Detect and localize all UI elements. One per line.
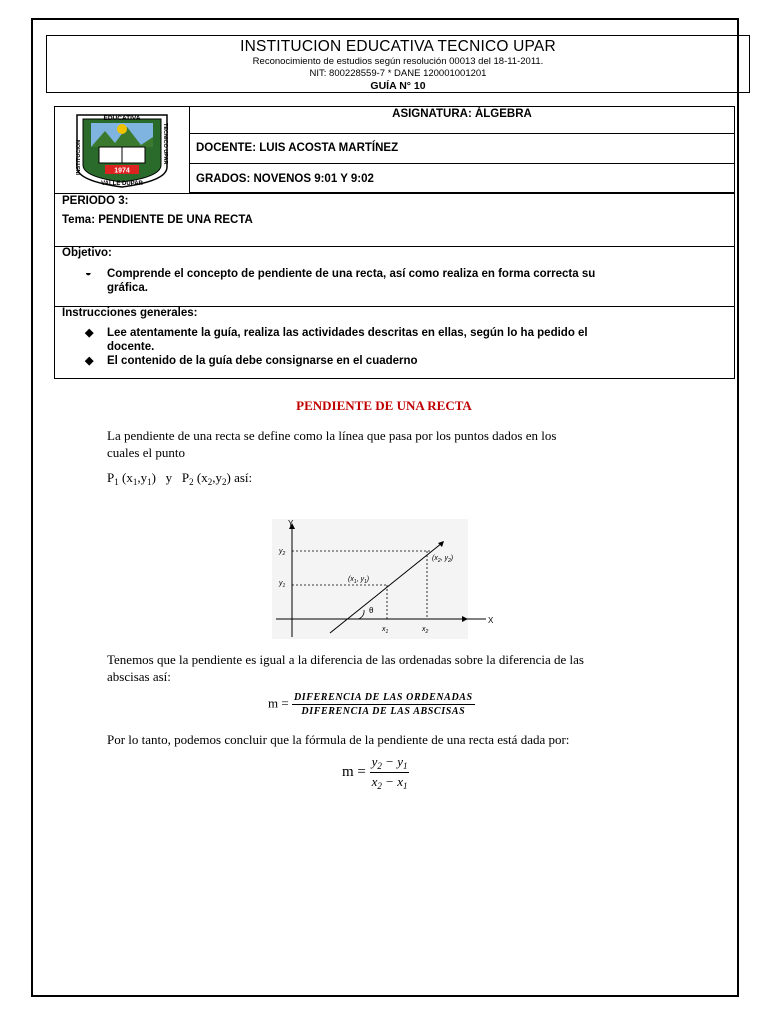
school-logo [55, 107, 189, 193]
formula1-lhs: m = [268, 695, 289, 711]
x1-label: $x_1$ [382, 626, 389, 635]
logo-left-text: INSTITUCION [76, 139, 82, 175]
points-line: $P_1$ $(x_1,y_1)$ y $P_2$ $(x_2,y_2)$ así: [107, 470, 253, 487]
instruction-1-line-2: docente. [107, 341, 155, 353]
teacher-row: DOCENTE: LUIS ACOSTA MARTÍNEZ [189, 134, 735, 164]
info-table [54, 106, 735, 379]
period-topic-row [55, 193, 735, 247]
logo-year: 1974 [114, 167, 130, 175]
y-axis-label: Y [288, 519, 294, 528]
intro-line-1: La pendiente de una recta se define como la línea que pasa por los puntos dados en los [107, 428, 557, 443]
formula2-fraction [370, 754, 410, 791]
guide-number: GUÍA N° 10 [370, 80, 426, 92]
points-text: así: [234, 470, 253, 485]
logo-cell [55, 107, 190, 193]
slope-diagram [272, 519, 494, 639]
logo-right-text: TECNICO UPAR [162, 123, 168, 165]
formula1-denominator: DIFERENCIA DE LAS ABSCISAS [301, 706, 466, 717]
intro-line-2: cuales el punto [107, 445, 185, 460]
slope-formula [342, 754, 409, 791]
para2-line-2: abscisas así: [107, 669, 171, 684]
y2-label: $y_2$ [279, 548, 286, 557]
diamond-bullet-icon: ◆ [85, 355, 94, 367]
period-label: PERIODO 3: [62, 195, 129, 207]
topic-label: Tema: PENDIENTE DE UNA RECTA [62, 214, 253, 226]
formula1-fraction [292, 692, 475, 717]
objective-title: Objetivo: [62, 247, 112, 259]
objective-row [55, 247, 735, 307]
conclusion-paragraph: Por lo tanto, podemos concluir que la fórmula de la pendiente de una recta está dada por: [107, 732, 570, 747]
formula2-numerator: $y_2 - y_1$ [371, 754, 408, 771]
y1-label: $y_1$ [279, 580, 286, 589]
institution-name: INSTITUCION EDUCATIVA TECNICO UPAR [240, 38, 556, 55]
objective-bullet-icon: ◒ [85, 267, 92, 279]
formula1-numerator: DIFERENCIA DE LAS ORDENADAS [293, 692, 473, 703]
grades-row: GRADOS: NOVENOS 9:01 Y 9:02 [189, 164, 735, 193]
nit-dane-text: NIT: 800228559-7 * DANE 120001001201 [309, 68, 487, 79]
subject-row: ASIGNATURA: ÁLGEBRA [189, 107, 735, 134]
institution-header [46, 35, 750, 93]
formula2-lhs: m = [342, 763, 366, 780]
formula2-denominator: $x_2 - x_1$ [371, 774, 408, 791]
objective-line-2: gráfica. [107, 282, 148, 294]
point-2-label: ($x_2$, $y_2$) [432, 555, 454, 564]
instruction-1-line-1: Lee atentamente la guía, realiza las actividades descritas en ellas, según lo ha pedido el [107, 327, 588, 339]
para2-line-1: Tenemos que la pendiente es igual a la diferencia de las ordenadas sobre la diferencia de las [107, 652, 584, 667]
x-axis-label: X [488, 616, 494, 625]
formula-words [268, 692, 475, 717]
x2-label: $x_2$ [422, 626, 429, 635]
point-1-label: ($x_1$, $y_1$) [348, 576, 370, 585]
instructions-row [55, 307, 735, 380]
difference-paragraph [107, 651, 667, 685]
instruction-1 [107, 326, 707, 354]
instruction-2: El contenido de la guía debe consignarse en el cuaderno [107, 355, 418, 367]
logo-bottom-text: VALLE DUPAR [101, 181, 143, 187]
slope-graph [272, 519, 494, 639]
instructions-title: Instrucciones generales: [62, 307, 198, 319]
objective-line-1: Comprende el concepto de pendiente de una recta, así como realiza en forma correcta su [107, 268, 596, 280]
section-title: PENDIENTE DE UNA RECTA [296, 398, 472, 413]
theta-label: θ [369, 606, 374, 615]
recognition-text: Reconocimiento de estudios según resolución 00013 del 18-11-2011. [252, 56, 544, 67]
objective-text [107, 267, 707, 295]
intro-paragraph [107, 427, 667, 461]
diamond-bullet-icon: ◆ [85, 327, 94, 339]
logo-top-text: EDUCATIVA [103, 115, 141, 122]
